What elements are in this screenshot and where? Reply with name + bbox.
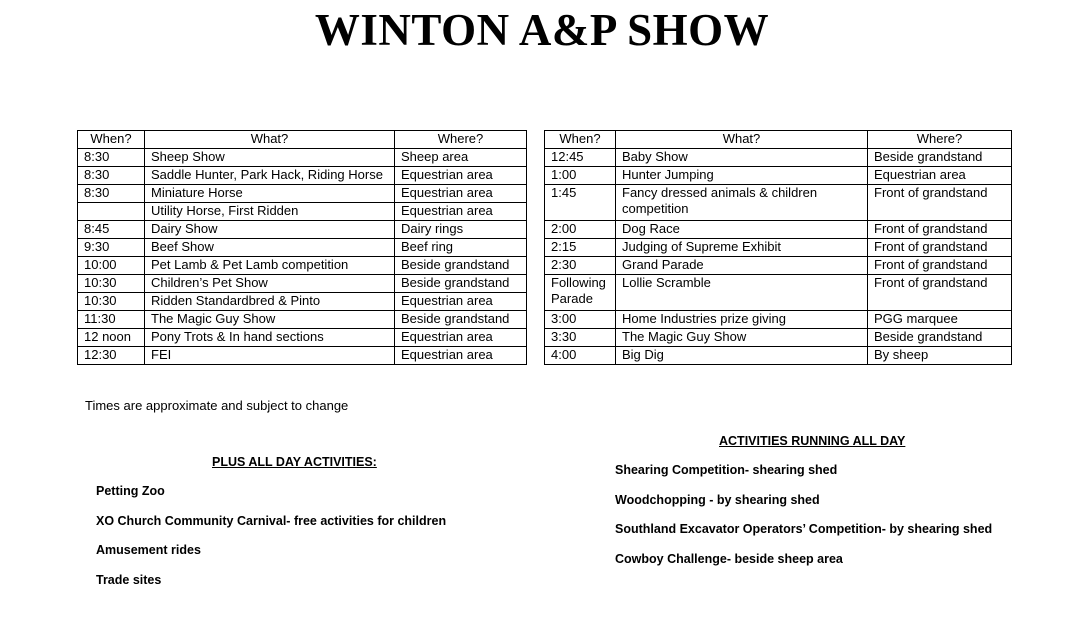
cell-when: 11:30 xyxy=(78,311,145,329)
cell-when: 12 noon xyxy=(78,329,145,347)
table-row xyxy=(545,221,1012,239)
cell-when xyxy=(78,203,145,221)
table-row xyxy=(78,149,527,167)
cell-what: Fancy dressed animals & children competition xyxy=(616,185,868,221)
cell-when: 8:30 xyxy=(78,185,145,203)
cell-where: Front of grandstand xyxy=(868,275,1012,311)
cell-where: Beside grandstand xyxy=(868,329,1012,347)
cell-what: Sheep Show xyxy=(145,149,395,167)
cell-what: Grand Parade xyxy=(616,257,868,275)
table-row xyxy=(78,311,527,329)
cell-what: Pet Lamb & Pet Lamb competition xyxy=(145,257,395,275)
list-item: Trade sites xyxy=(96,572,162,587)
list-item: Shearing Competition- shearing shed xyxy=(615,463,838,477)
cell-where: Dairy rings xyxy=(395,221,527,239)
table-row xyxy=(545,347,1012,365)
schedule-table-afternoon xyxy=(544,130,1012,365)
table-row xyxy=(545,167,1012,185)
table-row xyxy=(545,185,1012,221)
header-where: Where? xyxy=(395,131,527,149)
list-item: Petting Zoo xyxy=(96,484,165,498)
cell-where: PGG marquee xyxy=(868,311,1012,329)
table-row xyxy=(545,257,1012,275)
cell-where: Equestrian area xyxy=(395,347,527,365)
times-note: Times are approximate and subject to change xyxy=(85,398,349,413)
cell-where: Beside grandstand xyxy=(395,257,527,275)
cell-where: Front of grandstand xyxy=(868,239,1012,257)
plus-all-day-list xyxy=(96,484,446,602)
cell-where: Beside grandstand xyxy=(395,275,527,293)
cell-when: 10:30 xyxy=(78,293,145,311)
schedule-table-morning xyxy=(77,130,527,365)
cell-when: 8:45 xyxy=(78,221,145,239)
cell-what: Utility Horse, First Ridden xyxy=(145,203,395,221)
table-row xyxy=(78,185,527,203)
cell-where: Equestrian area xyxy=(395,329,527,347)
cell-what: Ridden Standardbred & Pinto xyxy=(145,293,395,311)
cell-what: Children’s Pet Show xyxy=(145,275,395,293)
cell-when: 12:45 xyxy=(545,149,616,167)
activities-all-day-list xyxy=(615,463,992,581)
cell-where: Front of grandstand xyxy=(868,257,1012,275)
table-row xyxy=(545,329,1012,347)
cell-when: 10:00 xyxy=(78,257,145,275)
plus-all-day-heading: PLUS ALL DAY ACTIVITIES: xyxy=(212,455,377,469)
cell-what: Saddle Hunter, Park Hack, Riding Horse xyxy=(145,167,395,185)
cell-what: Lollie Scramble xyxy=(616,275,868,311)
table-row xyxy=(78,167,527,185)
header-when: When? xyxy=(78,131,145,149)
cell-when: 1:00 xyxy=(545,167,616,185)
activities-all-day-heading: ACTIVITIES RUNNING ALL DAY xyxy=(719,434,906,448)
cell-when: 1:45 xyxy=(545,185,616,221)
cell-when: 2:00 xyxy=(545,221,616,239)
list-item: XO Church Community Carnival- free activities for children xyxy=(96,513,447,528)
cell-where: Beef ring xyxy=(395,239,527,257)
cell-what: Pony Trots & In hand sections xyxy=(145,329,395,347)
table-row xyxy=(545,275,1012,311)
cell-when: 4:00 xyxy=(545,347,616,365)
list-item: Amusement rides xyxy=(96,543,201,557)
cell-what: Home Industries prize giving xyxy=(616,311,868,329)
cell-what: The Magic Guy Show xyxy=(145,311,395,329)
cell-what: Big Dig xyxy=(616,347,868,365)
header-what: What? xyxy=(616,131,868,149)
header-what: What? xyxy=(145,131,395,149)
cell-when: 2:30 xyxy=(545,257,616,275)
table-row xyxy=(78,347,527,365)
cell-what: The Magic Guy Show xyxy=(616,329,868,347)
cell-what: Baby Show xyxy=(616,149,868,167)
cell-where: Equestrian area xyxy=(395,293,527,311)
cell-when: 2:15 xyxy=(545,239,616,257)
table-row xyxy=(545,311,1012,329)
cell-when: 8:30 xyxy=(78,149,145,167)
table-row xyxy=(78,275,527,293)
table-row xyxy=(78,239,527,257)
list-item: Southland Excavator Operators’ Competition- by shearing shed xyxy=(615,522,993,536)
table-header-row xyxy=(78,131,527,149)
list-item: Woodchopping - by shearing shed xyxy=(615,492,820,507)
table-row xyxy=(78,221,527,239)
cell-where: By sheep xyxy=(868,347,1012,365)
table-row xyxy=(78,203,527,221)
cell-where: Equestrian area xyxy=(868,167,1012,185)
cell-when: 10:30 xyxy=(78,275,145,293)
table-header-row xyxy=(545,131,1012,149)
table-row xyxy=(78,293,527,311)
cell-what: Beef Show xyxy=(145,239,395,257)
header-where: Where? xyxy=(868,131,1012,149)
cell-where: Beside grandstand xyxy=(868,149,1012,167)
page-title: WINTON A&P SHOW xyxy=(314,5,770,55)
cell-where: Front of grandstand xyxy=(868,221,1012,239)
cell-where: Equestrian area xyxy=(395,203,527,221)
cell-what: Miniature Horse xyxy=(145,185,395,203)
table-row xyxy=(78,257,527,275)
cell-where: Equestrian area xyxy=(395,167,527,185)
table-row xyxy=(78,329,527,347)
table-row xyxy=(545,239,1012,257)
cell-where: Beside grandstand xyxy=(395,311,527,329)
cell-when: 9:30 xyxy=(78,239,145,257)
cell-where: Equestrian area xyxy=(395,185,527,203)
cell-what: Hunter Jumping xyxy=(616,167,868,185)
cell-when: 3:00 xyxy=(545,311,616,329)
cell-what: FEI xyxy=(145,347,395,365)
cell-when: 8:30 xyxy=(78,167,145,185)
cell-where: Sheep area xyxy=(395,149,527,167)
header-when: When? xyxy=(545,131,616,149)
cell-what: Judging of Supreme Exhibit xyxy=(616,239,868,257)
table-row xyxy=(545,149,1012,167)
cell-what: Dog Race xyxy=(616,221,868,239)
cell-when: 12:30 xyxy=(78,347,145,365)
cell-what: Dairy Show xyxy=(145,221,395,239)
list-item: Cowboy Challenge- beside sheep area xyxy=(615,551,843,566)
cell-when: 3:30 xyxy=(545,329,616,347)
cell-when: Following Parade xyxy=(545,275,616,311)
cell-where: Front of grandstand xyxy=(868,185,1012,221)
